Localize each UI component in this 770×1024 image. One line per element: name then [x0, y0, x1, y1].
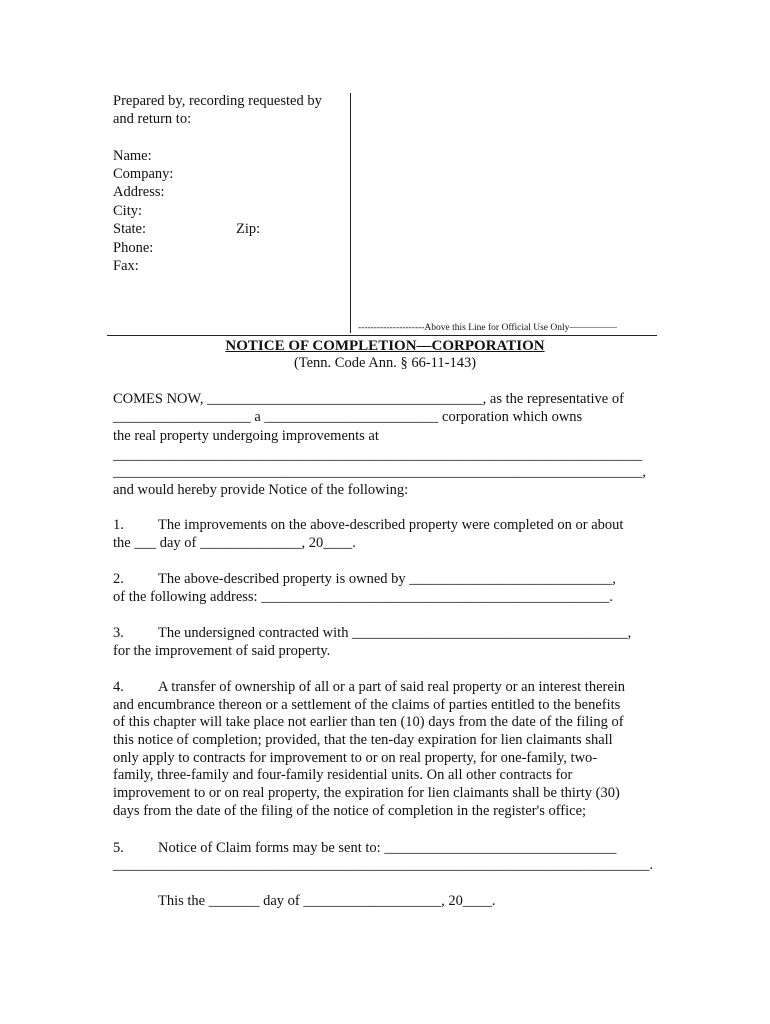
- item5-line1: Notice of Claim forms may be sent to: ________________________________: [158, 840, 617, 856]
- item3-line1: The undersigned contracted with ______________________________________,: [158, 625, 632, 641]
- item2-line2: of the following address: ________________________________________________.: [113, 589, 613, 605]
- item4-line4: this notice of completion; provided, that the ten-day expiration for lien claimants shall: [113, 732, 613, 748]
- vertical-divider: [350, 93, 351, 333]
- item2-line1: The above-described property is owned by ____________________________,: [158, 571, 616, 587]
- prepared-by-line1: Prepared by, recording requested by: [113, 93, 322, 109]
- item1-line2: the ___ day of ______________, 20____.: [113, 535, 356, 551]
- item4-line1: A transfer of ownership of all or a part of said real property or an interest therein: [158, 679, 626, 695]
- item4-line5: only apply to contracts for improvement to or on real property, for one-family, two-: [113, 750, 598, 766]
- fax-label: Fax:: [113, 258, 139, 274]
- item4-line3: of this chapter will take place not earlier than ten (10) days from the date of the filing of: [113, 714, 624, 730]
- closing-date-line: This the _______ day of ___________________, 20____.: [158, 893, 496, 909]
- item4-line8: days from the date of the filing of the notice of completion in the register's office;: [113, 803, 587, 819]
- state-label: State:: [113, 221, 147, 237]
- intro-line1: COMES NOW, ______________________________________, as the representative of: [113, 391, 624, 407]
- intro-line3: the real property undergoing improvements at: [113, 428, 379, 444]
- item5-number: 5.: [113, 840, 124, 856]
- item4-line6: family, three-family and four-family residential units. On all other contracts for: [113, 767, 573, 783]
- item5-line2: __________________________________________________________________________.: [113, 857, 654, 873]
- horizontal-rule: [107, 335, 657, 336]
- item4-line2: and encumbrance thereon or a settlement of the claims of parties entitled to the benefits: [113, 697, 621, 713]
- item1-number: 1.: [113, 517, 124, 533]
- item2-number: 2.: [113, 571, 124, 587]
- document-subtitle: (Tenn. Code Ann. § 66-11-143): [293, 355, 477, 371]
- item3-number: 3.: [113, 625, 124, 641]
- phone-label: Phone:: [113, 240, 154, 256]
- item4-line7: improvement to or on real property, the expiration for lien claimants shall be thirty (30): [113, 785, 620, 801]
- prepared-by-line2: and return to:: [113, 111, 192, 127]
- item3-line2: for the improvement of said property.: [113, 643, 331, 659]
- city-label: City:: [113, 203, 143, 219]
- intro-line5: _________________________________________________________________________,: [113, 464, 646, 480]
- address-label: Address:: [113, 184, 165, 200]
- item4-number: 4.: [113, 679, 124, 695]
- intro-line2: ___________________ a ________________________ corporation which owns: [113, 409, 583, 425]
- intro-line6: and would hereby provide Notice of the following:: [113, 482, 409, 498]
- intro-line4: _________________________________________________________________________: [113, 447, 643, 463]
- item1-line1: The improvements on the above-described property were completed on or about: [158, 517, 624, 533]
- zip-label: Zip:: [236, 221, 261, 237]
- name-label: Name:: [113, 148, 152, 164]
- official-use-note: ---------------------Above this Line for Official Use Only—————: [358, 323, 617, 333]
- document-title: NOTICE OF COMPLETION—CORPORATION: [225, 338, 545, 354]
- company-label: Company:: [113, 166, 174, 182]
